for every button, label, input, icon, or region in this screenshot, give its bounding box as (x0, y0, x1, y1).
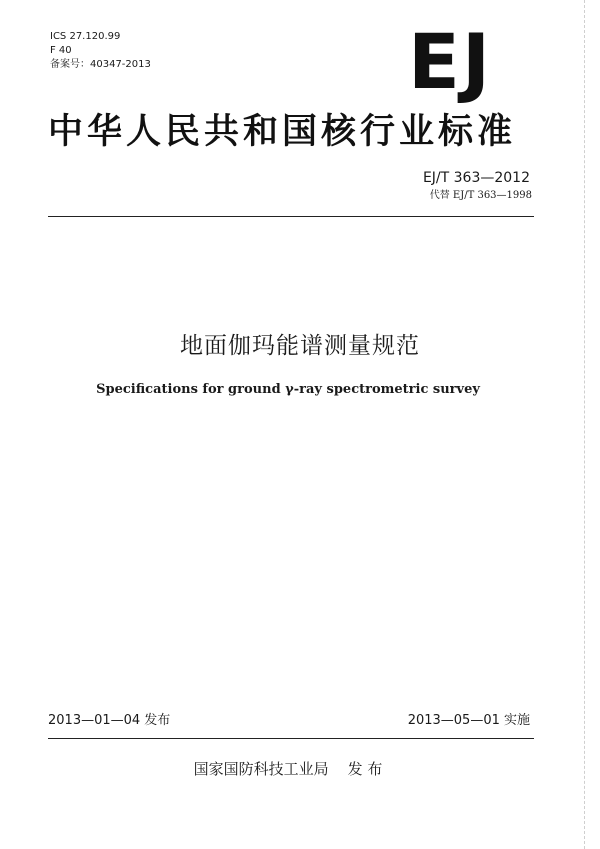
header-divider (48, 216, 534, 217)
ics-code: ICS 27.120.99 (50, 31, 121, 42)
scan-edge-line (584, 0, 585, 849)
publisher: 国家国防科技工业局 发 布 (193, 760, 383, 778)
document-title-chinese: 地面伽玛能谱测量规范 (180, 333, 420, 359)
registration-number: 备案号：40347-2013 (50, 59, 151, 70)
document-title-english: Specifications for ground γ-ray spectrometric survey (96, 382, 480, 397)
issue-date: 2013—01—04 发布 (48, 713, 171, 728)
ej-logo: EJ (408, 17, 493, 106)
standard-code: EJ/T 363—2012 (422, 170, 530, 186)
implementation-date: 2013—05—01 实施 (407, 713, 530, 728)
footer-divider (48, 738, 534, 739)
classification-code: F 40 (50, 45, 72, 56)
standard-category-title: 中华人民共和国核行业标准 (48, 112, 517, 152)
replaces-standard: 代替 EJ/T 363—1998 (429, 190, 532, 201)
